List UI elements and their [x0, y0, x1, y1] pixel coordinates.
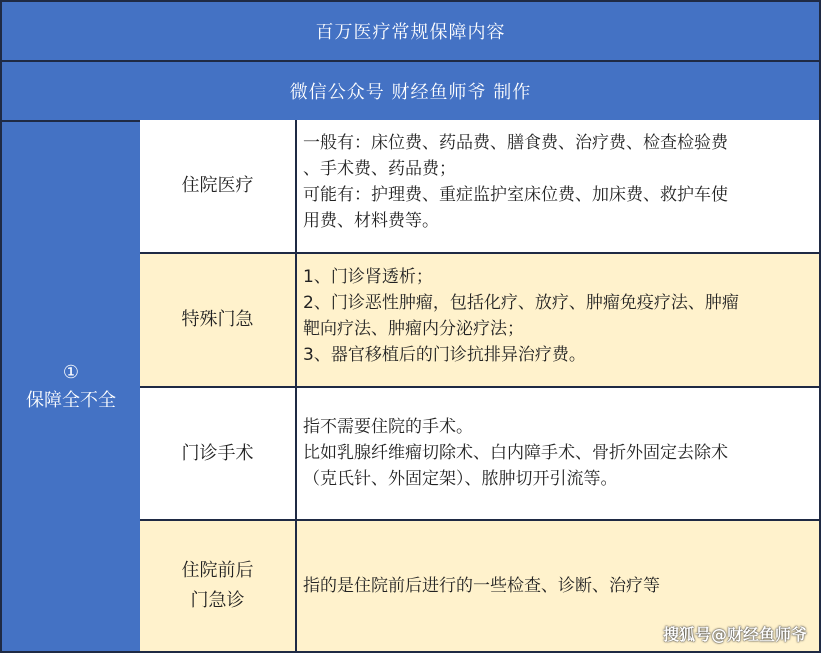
category-line: 门急诊: [190, 590, 245, 611]
table-title: 百万医疗常规保障内容: [0, 0, 821, 62]
row-description: [297, 254, 821, 388]
description-line: 指的是住院前后进行的一些检查、诊断、治疗等: [303, 576, 660, 596]
group-label: 保障全不全: [26, 389, 116, 411]
table-row: [140, 388, 821, 521]
description-line: 2、门诊恶性肿瘤，包括化疗、放疗、肿瘤免疫疗法、肿瘤: [303, 293, 739, 313]
description-line: （克氏针、外固定架）、脓肿切开引流等。: [303, 469, 618, 489]
watermark: 搜狐号@财经鱼师爷: [662, 625, 807, 644]
table-subtitle: 微信公众号 财经鱼师爷 制作: [0, 60, 821, 122]
row-category: 特殊门急: [140, 254, 297, 388]
description-line: 3、器官移植后的门诊抗排异治疗费。: [303, 345, 586, 365]
table-row: [140, 254, 821, 388]
description-line: 靶向疗法、肿瘤内分泌疗法；: [303, 319, 524, 339]
row-category: 门诊手术: [140, 388, 297, 521]
description-line: 一般有：床位费、药品费、膳食费、治疗费、检查检验费: [303, 133, 728, 153]
description-line: 指不需要住院的手术。: [303, 417, 473, 437]
description-line: 比如乳腺纤维瘤切除术、白内障手术、骨折外固定去除术: [303, 443, 728, 463]
category-line: 住院前后: [181, 560, 254, 581]
description-line: 用费、材料费等。: [303, 211, 439, 231]
row-description: [297, 120, 821, 254]
description-line: 1、门诊肾透析；: [303, 267, 433, 287]
row-category: 住院医疗: [140, 120, 297, 254]
description-line: 可能有：护理费、重症监护室床位费、加床费、救护车使: [303, 185, 728, 205]
table-row: [140, 120, 821, 254]
row-category: [140, 521, 297, 653]
group-marker: ①: [62, 361, 80, 383]
row-description: [297, 388, 821, 521]
group-cell: [0, 120, 142, 653]
description-line: 、手术费、药品费；: [303, 159, 456, 179]
